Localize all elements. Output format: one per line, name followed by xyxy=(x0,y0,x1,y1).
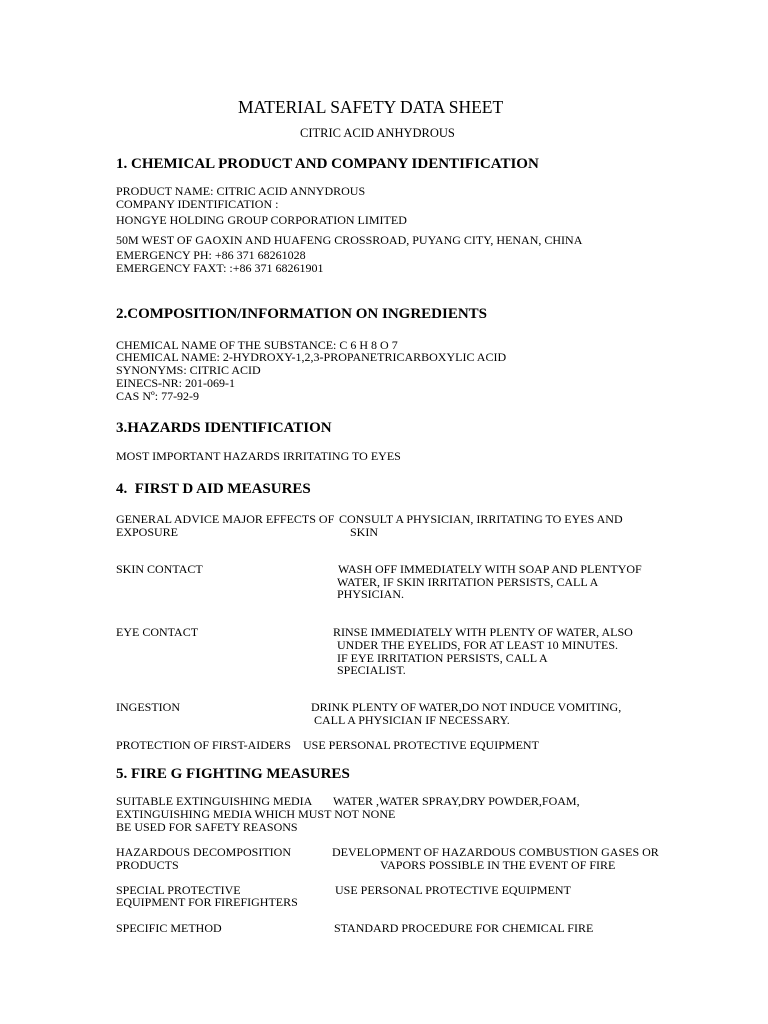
section-1-heading: 1. CHEMICAL PRODUCT AND COMPANY IDENTIFICATION xyxy=(116,156,539,172)
hazardous-decomposition-value: DEVELOPMENT OF HAZARDOUS COMBUSTION GASES OR xyxy=(332,845,659,859)
synonyms: SYNONYMS: CITRIC ACID xyxy=(116,363,261,377)
ingestion-label: INGESTION xyxy=(116,700,180,714)
suitable-media-value: WATER ,WATER SPRAY,DRY POWDER,FOAM, xyxy=(333,794,580,808)
einecs-number: EINECS-NR: 201-069-1 xyxy=(116,376,235,390)
company-identification-label: COMPANY IDENTIFICATION : xyxy=(116,197,279,211)
document-title: MATERIAL SAFETY DATA SHEET xyxy=(238,97,504,117)
skin-contact-value-end: PHYSICIAN. xyxy=(337,587,405,601)
general-advice-label: GENERAL ADVICE MAJOR EFFECTS OF xyxy=(116,512,335,526)
emergency-phone: EMERGENCY PH: +86 371 68261028 xyxy=(116,248,306,262)
unsuitable-media-value: NONE xyxy=(362,807,396,821)
company-name: HONGYE HOLDING GROUP CORPORATION LIMITED xyxy=(116,213,407,227)
cas-number: CAS Nº: 77-92-9 xyxy=(116,389,200,403)
section-3-heading: 3.HAZARDS IDENTIFICATION xyxy=(116,420,332,436)
special-protective-label-cont: EQUIPMENT FOR FIREFIGHTERS xyxy=(116,895,298,909)
hazards-text: MOST IMPORTANT HAZARDS IRRITATING TO EYES xyxy=(116,449,401,463)
chemical-name-substance: CHEMICAL NAME OF THE SUBSTANCE: C 6 H 8 O 7 xyxy=(116,338,398,352)
ingestion-value-cont: CALL A PHYSICIAN IF NECESSARY. xyxy=(314,713,510,727)
specific-method-label: SPECIFIC METHOD xyxy=(116,921,222,935)
document-subtitle: CITRIC ACID ANHYDROUS xyxy=(300,126,455,140)
emergency-fax: EMERGENCY FAXT: :+86 371 68261901 xyxy=(116,261,324,275)
eye-contact-value-end: SPECIALIST. xyxy=(337,663,406,677)
hazardous-decomposition-label-cont: PRODUCTS xyxy=(116,858,179,872)
hazardous-decomposition-label: HAZARDOUS DECOMPOSITION xyxy=(116,845,292,859)
general-advice-value-cont: SKIN xyxy=(350,525,379,539)
general-advice-value: CONSULT A PHYSICIAN, IRRITATING TO EYES AND xyxy=(339,512,623,526)
chemical-name: CHEMICAL NAME: 2-HYDROXY-1,2,3-PROPANETRICARBOXYLIC ACID xyxy=(116,350,507,364)
section-4-heading: 4. FIRST D AID MEASURES xyxy=(116,481,311,497)
specific-method-value: STANDARD PROCEDURE FOR CHEMICAL FIRE xyxy=(334,921,594,935)
eye-contact-value-cont2: IF EYE IRRITATION PERSISTS, CALL A xyxy=(337,651,548,665)
suitable-media-label: SUITABLE EXTINGUISHING MEDIA xyxy=(116,794,313,808)
eye-contact-value: RINSE IMMEDIATELY WITH PLENTY OF WATER, ALSO xyxy=(333,625,633,639)
unsuitable-media-label: EXTINGUISHING MEDIA WHICH MUST NOT xyxy=(116,807,359,821)
eye-contact-value-cont: UNDER THE EYELIDS, FOR AT LEAST 10 MINUTES. xyxy=(337,638,619,652)
general-advice-label-cont: EXPOSURE xyxy=(116,525,179,539)
eye-contact-label: EYE CONTACT xyxy=(116,625,199,639)
special-protective-value: USE PERSONAL PROTECTIVE EQUIPMENT xyxy=(335,883,571,897)
skin-contact-value-cont: WATER, IF SKIN IRRITATION PERSISTS, CALL A xyxy=(337,575,599,589)
ingestion-value: DRINK PLENTY OF WATER,DO NOT INDUCE VOMITING, xyxy=(311,700,622,714)
special-protective-label: SPECIAL PROTECTIVE xyxy=(116,883,241,897)
skin-contact-value: WASH OFF IMMEDIATELY WITH SOAP AND PLENTYOF xyxy=(338,562,642,576)
product-name: PRODUCT NAME: CITRIC ACID ANNYDROUS xyxy=(116,184,366,198)
unsuitable-media-label-cont: BE USED FOR SAFETY REASONS xyxy=(116,820,298,834)
skin-contact-label: SKIN CONTACT xyxy=(116,562,203,576)
hazardous-decomposition-value-cont: VAPORS POSSIBLE IN THE EVENT OF FIRE xyxy=(380,858,616,872)
protection-first-aiders-label: PROTECTION OF FIRST-AIDERS xyxy=(116,738,291,752)
section-2-heading: 2.COMPOSITION/INFORMATION ON INGREDIENTS xyxy=(116,306,488,322)
protection-first-aiders-value: USE PERSONAL PROTECTIVE EQUIPMENT xyxy=(303,738,539,752)
company-address: 50M WEST OF GAOXIN AND HUAFENG CROSSROAD, PUYANG CITY, HENAN, CHINA xyxy=(116,233,583,247)
section-5-heading: 5. FIRE G FIGHTING MEASURES xyxy=(116,766,350,782)
